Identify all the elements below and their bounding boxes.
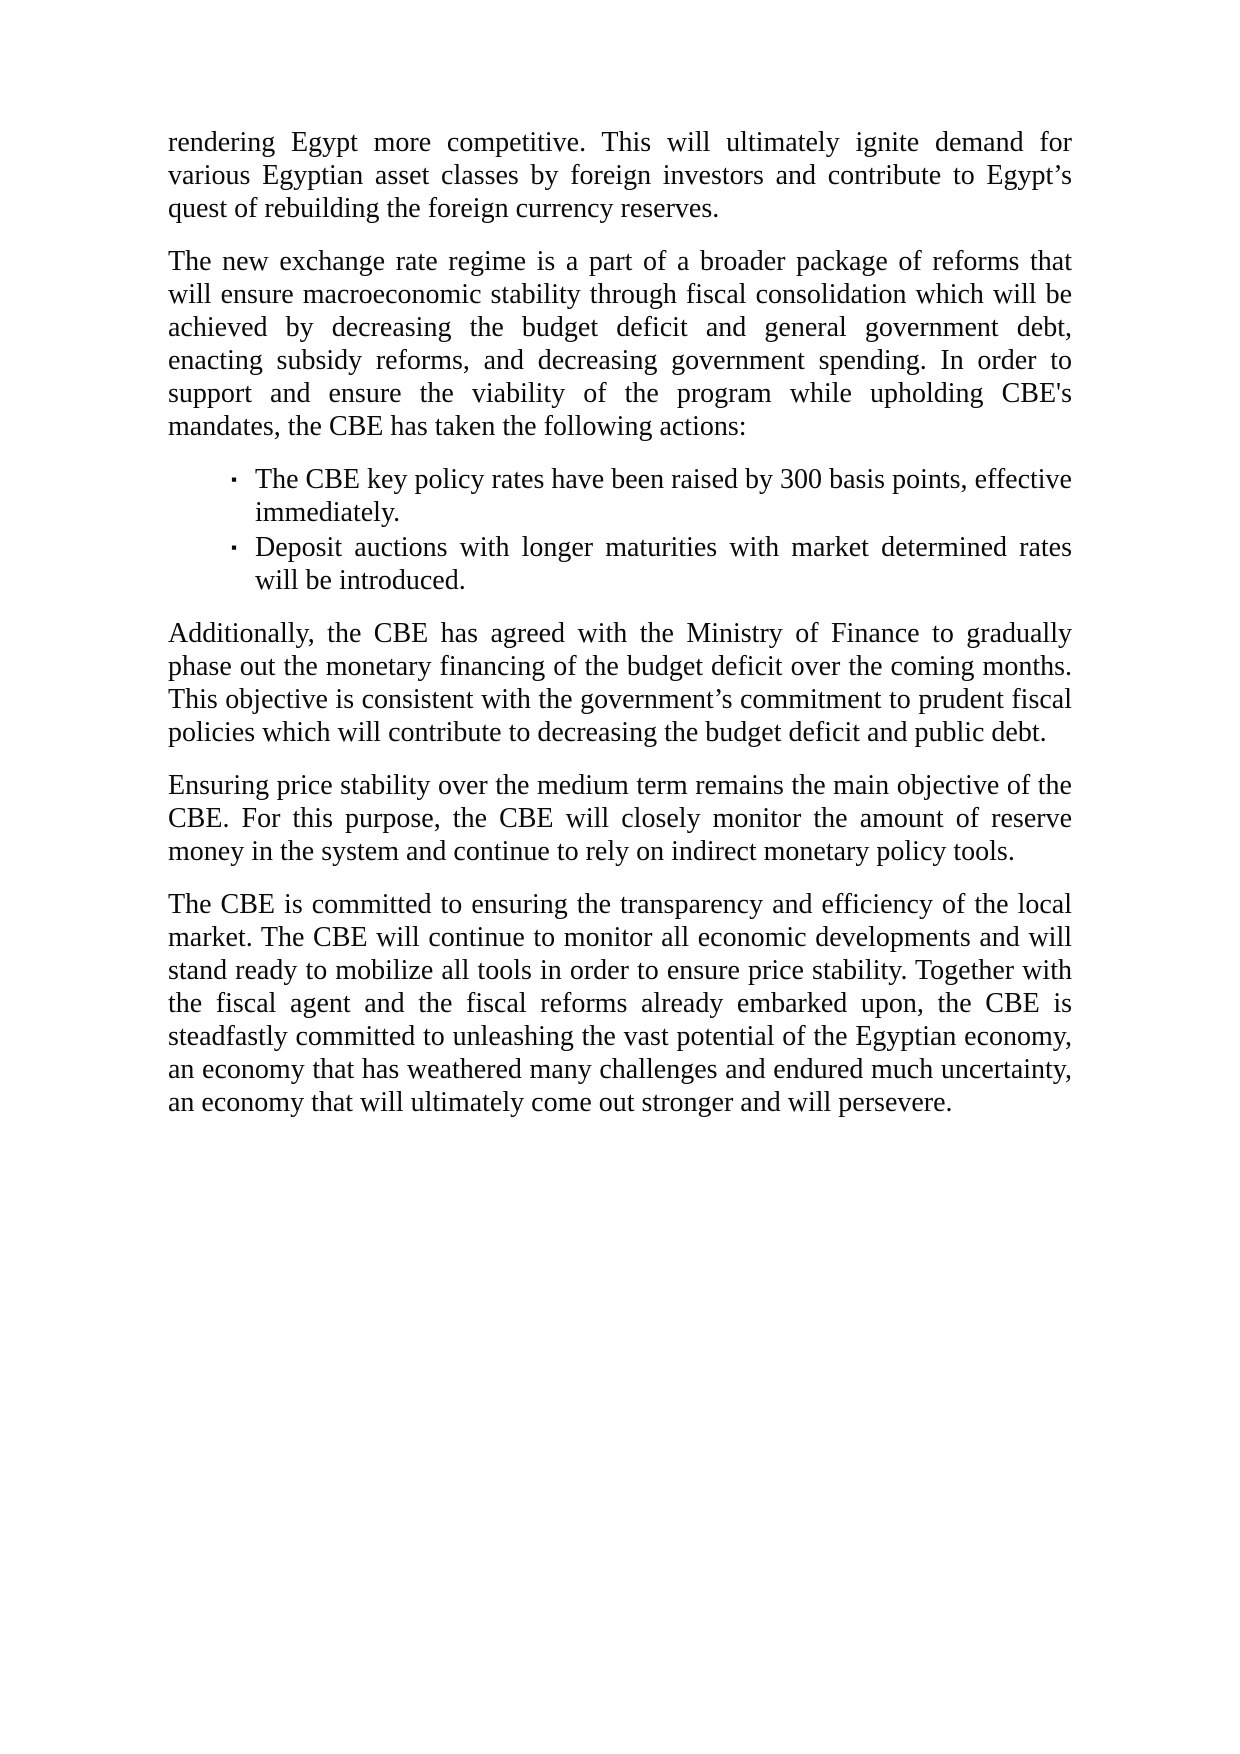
list-item-text: The CBE key policy rates have been raised by 300 basis points, effective immediately. xyxy=(255,464,1072,528)
bullet-square-icon: ▪ xyxy=(231,538,238,557)
bullet-square-icon: ▪ xyxy=(231,470,238,489)
list-item xyxy=(168,463,1072,529)
paragraph-commitment: The CBE is committed to ensuring the transparency and efficiency of the local market. The CBE will continue to monitor all economic developments and will stand ready to mobilize all tools in order to ensure price stability. Together with the fiscal agent and the fiscal reforms already embarked upon, the CBE is steadfastly committed to unleashing the vast potential of the Egyptian economy, an economy that has weathered many challenges and endured much uncertainty, an economy that will ultimately come out stronger and will persevere. xyxy=(168,889,1072,1118)
list-item xyxy=(168,531,1072,597)
paragraph-competitiveness: rendering Egypt more competitive. This will ultimately ignite demand for various Egyptian asset classes by foreign investors and contribute to Egypt’s quest of rebuilding the foreign currency reserves. xyxy=(168,127,1072,224)
paragraph-ministry-of-finance: Additionally, the CBE has agreed with the Ministry of Finance to gradually phase out the monetary financing of the budget deficit over the coming months. This objective is consistent with the government’s commitment to prudent fiscal policies which will contribute to decreasing the budget deficit and public debt. xyxy=(168,618,1072,748)
cbe-actions-list xyxy=(168,463,1072,597)
paragraph-price-stability: Ensuring price stability over the medium term remains the main objective of the CBE. For this purpose, the CBE will closely monitor the amount of reserve money in the system and continue to rely on indirect monetary policy tools. xyxy=(168,770,1072,867)
list-item-text: Deposit auctions with longer maturities with market determined rates will be introduced. xyxy=(255,532,1072,596)
paragraph-exchange-rate-regime: The new exchange rate regime is a part of a broader package of reforms that will ensure macroeconomic stability through fiscal consolidation which will be achieved by decreasing the budget deficit and general government debt, enacting subsidy reforms, and decreasing government spending. In order to support and ensure the viability of the program while upholding CBE's mandates, the CBE has taken the following actions: xyxy=(168,246,1072,442)
document-body-text xyxy=(168,126,1072,1139)
